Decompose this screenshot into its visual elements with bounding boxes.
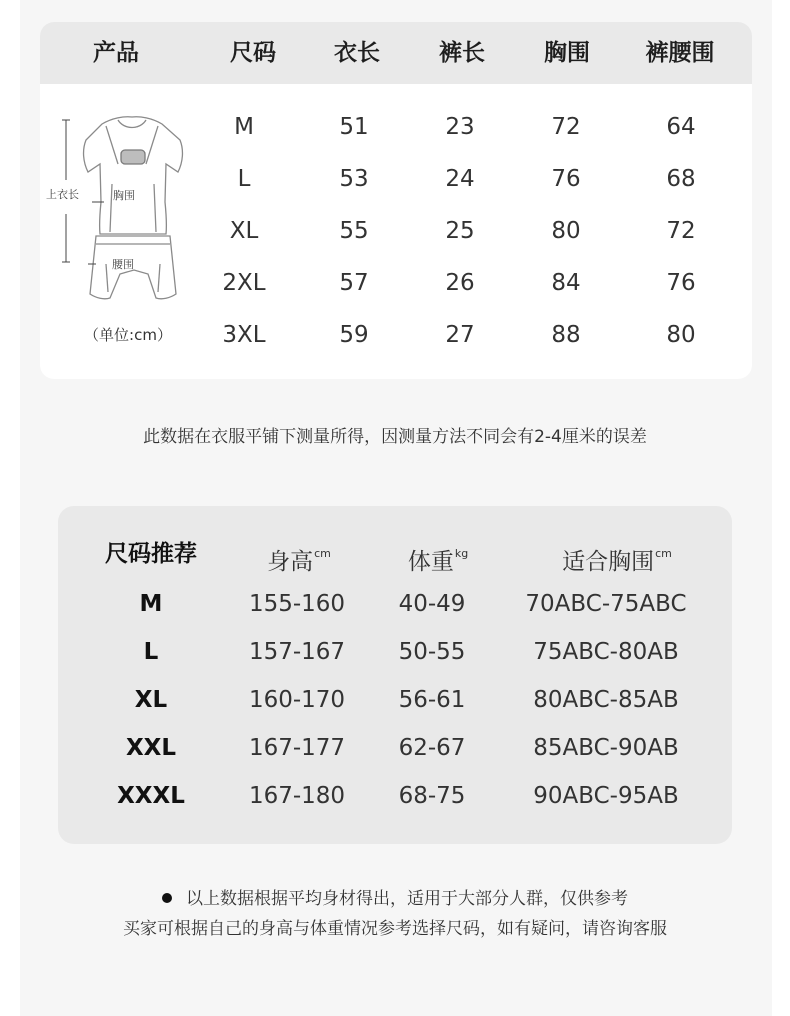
header-unit: cm	[655, 547, 672, 560]
cell-size: M	[234, 114, 254, 140]
header-unit: cm	[314, 547, 331, 560]
cell-chest: 80	[551, 218, 581, 244]
size-recommendation-card	[58, 506, 732, 844]
header-pants-length: 裤长	[439, 40, 485, 66]
cell-fit-chest: 80ABC-85AB	[533, 687, 679, 713]
cell-chest: 72	[551, 114, 581, 140]
cell-pants-length: 25	[445, 218, 475, 244]
cell-pants-length: 27	[445, 322, 475, 348]
table-row	[40, 153, 752, 205]
cell-size: XL	[229, 218, 259, 244]
header-fit-chest	[562, 534, 672, 574]
cell-top-length: 55	[339, 218, 369, 244]
cell-pants-waist: 68	[666, 166, 696, 192]
header-pants-waist: 裤腰围	[645, 40, 715, 66]
cell-height: 157-167	[248, 639, 346, 665]
header-top-length: 衣长	[334, 40, 380, 66]
header-height	[267, 534, 331, 574]
header-label: 身高	[267, 549, 314, 575]
size-chart-header	[40, 22, 752, 84]
cell-chest: 76	[551, 166, 581, 192]
header-label: 适合胸围	[562, 549, 655, 575]
table-row	[58, 772, 732, 820]
cell-height: 160-170	[248, 687, 346, 713]
cell-weight: 56-61	[398, 687, 466, 713]
cell-size: L	[237, 166, 251, 192]
table-row	[58, 724, 732, 772]
diagram-label-chest: 胸围	[113, 189, 135, 202]
cell-fit-chest: 90ABC-95AB	[533, 783, 679, 809]
cell-size: XXXL	[117, 783, 185, 809]
cell-size: M	[139, 591, 163, 617]
diagram-label-waist: 腰围	[112, 258, 134, 271]
header-product: 产品	[93, 40, 139, 66]
cell-height: 167-177	[248, 735, 346, 761]
cell-weight: 68-75	[398, 783, 466, 809]
footer-note-1-text: 以上数据根据平均身材得出，适用于大部分人群，仅供参考	[186, 889, 628, 909]
cell-size: 3XL	[222, 322, 266, 348]
header-recommended-size	[105, 534, 197, 574]
cell-top-length: 59	[339, 322, 369, 348]
table-row	[40, 257, 752, 309]
cell-size: L	[143, 639, 159, 665]
cell-pants-waist: 80	[666, 322, 696, 348]
cell-size: 2XL	[222, 270, 266, 296]
table-row	[58, 580, 732, 628]
cell-height: 167-180	[248, 783, 346, 809]
header-unit: kg	[454, 547, 469, 560]
table-row	[40, 101, 752, 153]
header-weight	[408, 534, 468, 574]
cell-pants-waist: 76	[666, 270, 696, 296]
table-row	[40, 205, 752, 257]
header-chest: 胸围	[544, 40, 590, 66]
cell-chest: 84	[551, 270, 581, 296]
cell-fit-chest: 70ABC-75ABC	[525, 591, 687, 617]
cell-weight: 40-49	[398, 591, 466, 617]
cell-top-length: 57	[339, 270, 369, 296]
header-size: 尺码	[230, 40, 276, 66]
header-label: 尺码推荐	[105, 541, 197, 567]
cell-fit-chest: 75ABC-80AB	[533, 639, 679, 665]
table-row	[58, 676, 732, 724]
table-row	[40, 309, 752, 361]
cell-height: 155-160	[248, 591, 346, 617]
cell-fit-chest: 85ABC-90AB	[533, 735, 679, 761]
cell-weight: 50-55	[398, 639, 466, 665]
measurement-note: 此数据在衣服平铺下测量所得，因测量方法不同会有2-4厘米的误差	[143, 427, 647, 447]
unit-label: （单位:cm）	[84, 326, 172, 344]
cell-pants-waist: 64	[666, 114, 696, 140]
footer-note-2: 买家可根据自己的身高与体重情况参考选择尺码，如有疑问，请咨询客服	[123, 919, 667, 939]
cell-size: XXL	[125, 735, 177, 761]
diagram-label-top-length: 上衣长	[46, 188, 79, 201]
cell-pants-length: 24	[445, 166, 475, 192]
cell-pants-length: 23	[445, 114, 475, 140]
size-chart-card	[40, 22, 752, 379]
footer-note-1	[0, 884, 790, 909]
cell-pants-length: 26	[445, 270, 475, 296]
cell-top-length: 53	[339, 166, 369, 192]
cell-weight: 62-67	[398, 735, 466, 761]
table-row	[58, 628, 732, 676]
cell-size: XL	[134, 687, 168, 713]
bullet-icon	[162, 893, 172, 903]
cell-top-length: 51	[339, 114, 369, 140]
cell-pants-waist: 72	[666, 218, 696, 244]
header-label: 体重	[407, 549, 454, 575]
cell-chest: 88	[551, 322, 581, 348]
